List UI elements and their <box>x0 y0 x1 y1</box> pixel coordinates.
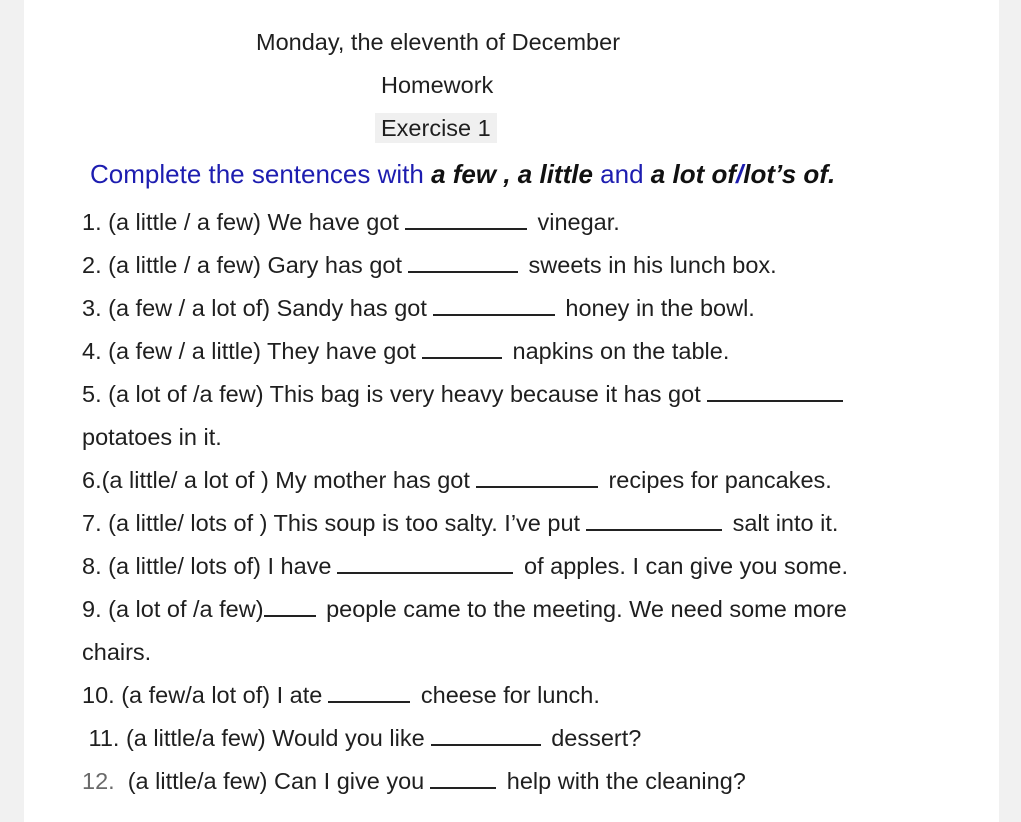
sentence-text: napkins on the table. <box>512 338 730 364</box>
sentence-11 <box>82 723 641 753</box>
answer-blank[interactable] <box>707 380 843 402</box>
sentence-text: dessert? <box>551 725 642 751</box>
sentence-text: 8. (a little/ lots of) I have <box>82 553 332 579</box>
sentence-text: vinegar. <box>537 209 620 235</box>
sentence-9 <box>82 594 847 624</box>
sentence-text: 7. (a little/ lots of ) This soup is too salty. I’ve put <box>82 510 581 536</box>
sentence-1 <box>82 207 620 237</box>
instruction-keyword-1: a few , a little <box>431 159 593 189</box>
sentence-text: 6.(a little/ a lot of ) My mother has got <box>82 467 470 493</box>
sentence-4 <box>82 336 729 366</box>
answer-blank[interactable] <box>430 767 496 789</box>
sentence-text: salt into it. <box>732 510 839 536</box>
answer-blank[interactable] <box>328 681 410 703</box>
sentence-text: potatoes in it. <box>82 424 222 450</box>
sentence-text: 10. (a few/a lot of) I ate <box>82 682 323 708</box>
sentence-text: 11. (a little/a few) Would you like <box>82 725 425 751</box>
sentence-3 <box>82 293 755 323</box>
answer-blank[interactable] <box>431 724 541 746</box>
exercise-heading: Exercise 1 <box>375 113 497 143</box>
answer-blank[interactable] <box>476 466 598 488</box>
sentence-text: sweets in his lunch box. <box>528 252 777 278</box>
sentence-5 <box>82 379 847 409</box>
sentence-number: 12. <box>82 768 115 794</box>
sentence-text: chairs. <box>82 639 152 665</box>
sentence-6 <box>82 465 832 495</box>
instruction-text-1: Complete the sentences with <box>90 159 424 189</box>
sentence-text: cheese for lunch. <box>420 682 600 708</box>
sentence-12 <box>82 766 746 796</box>
instruction-slash: / <box>736 159 744 189</box>
answer-blank[interactable] <box>586 509 722 531</box>
answer-blank[interactable] <box>264 595 316 617</box>
sentence-text: honey in the bowl. <box>565 295 755 321</box>
sentence-text: 5. (a lot of /a few) This bag is very heavy because it has got <box>82 381 701 407</box>
sentence-9-continued <box>82 637 151 667</box>
worksheet-page <box>24 0 999 822</box>
sentence-text: of apples. I can give you some. <box>524 553 848 579</box>
sentence-text: 1. (a little / a few) We have got <box>82 209 399 235</box>
sentence-text: help with the cleaning? <box>506 768 746 794</box>
sentence-text: 2. (a little / a few) Gary has got <box>82 252 402 278</box>
sentence-text: (a little/a few) Can I give you <box>114 768 425 794</box>
sentence-text: 9. (a lot of /a few) <box>82 596 264 622</box>
instruction-text-2: and <box>600 159 644 189</box>
answer-blank[interactable] <box>433 294 555 316</box>
sentence-text: people came to the meeting. We need some more <box>326 596 847 622</box>
instruction-keyword-2: a lot of <box>650 159 736 189</box>
sentence-10 <box>82 680 600 710</box>
answer-blank[interactable] <box>422 337 502 359</box>
answer-blank[interactable] <box>405 208 527 230</box>
sentence-5-continued <box>82 422 222 452</box>
sentence-7 <box>82 508 838 538</box>
answer-blank[interactable] <box>337 552 513 574</box>
sentence-text: 3. (a few / a lot of) Sandy has got <box>82 295 427 321</box>
instruction-keyword-3: lot’s of. <box>743 159 836 189</box>
answer-blank[interactable] <box>408 251 518 273</box>
sentence-text: recipes for pancakes. <box>608 467 832 493</box>
sentence-2 <box>82 250 777 280</box>
date-heading: Monday, the eleventh of December <box>256 29 621 55</box>
sentence-8 <box>82 551 848 581</box>
instruction-line <box>90 159 835 189</box>
homework-heading: Homework <box>381 72 494 98</box>
sentence-text: 4. (a few / a little) They have got <box>82 338 416 364</box>
